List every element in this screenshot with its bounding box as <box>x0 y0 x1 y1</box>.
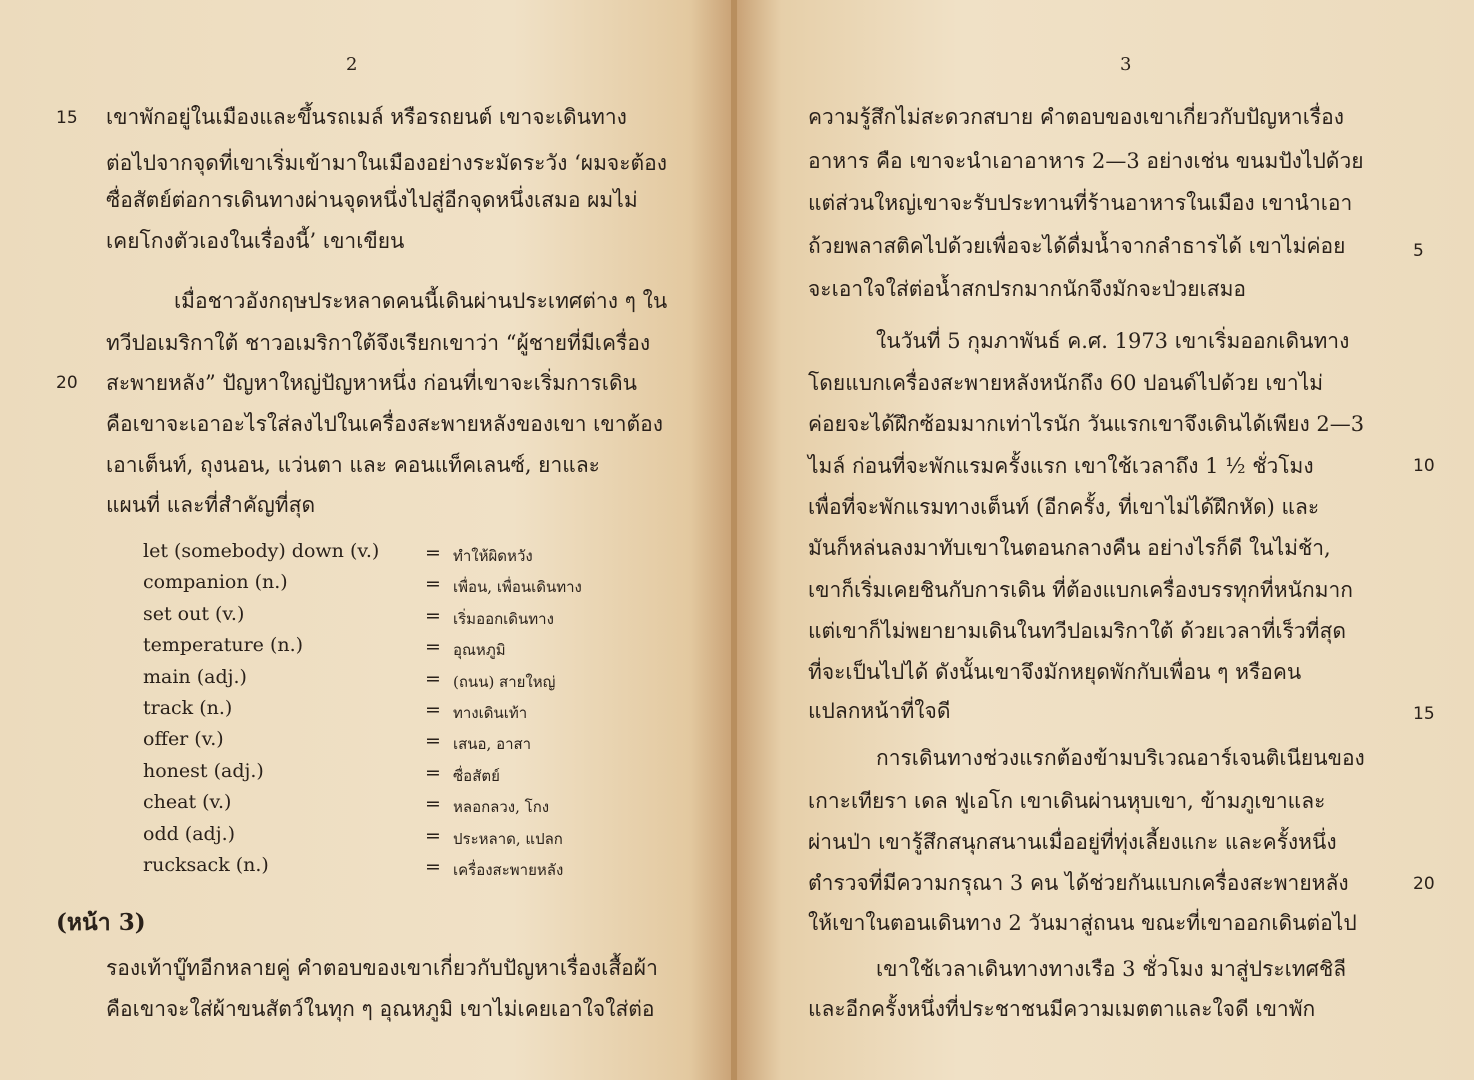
vocab-term: track (n.) <box>143 696 233 719</box>
vocab-term: odd (adj.) <box>143 822 236 845</box>
text-line: ทวีปอเมริกาใต้ ชาวอเมริกาใต้จึงเรียกเขาว่า “ผู้ชายที่มีเครื่อง <box>106 331 651 355</box>
text-line: สะพายหลัง” ปัญหาใหญ่ปัญหาหนึ่ง ก่อนที่เขาจะเริ่มการเดิน <box>106 371 637 395</box>
vocab-row <box>143 823 643 854</box>
vocabulary-list <box>143 540 643 885</box>
text-line: จะเอาใจใส่ต่อน้ำสกปรกมากนักจึงมักจะป่วยเสมอ <box>808 277 1247 301</box>
vocab-equals: = <box>425 793 441 816</box>
vocab-equals: = <box>425 573 441 596</box>
text-line: มันก็หล่นลงมาทับเขาในตอนกลางคืน อย่างไรก็ดี ในไม่ช้า, <box>808 536 1331 560</box>
text-line: ต่อไปจากจุดที่เขาเริ่มเข้ามาในเมืองอย่างระมัดระวัง ‘ผมจะต้อง <box>106 151 668 175</box>
text-line: ค่อยจะได้ฝึกซ้อมมากเท่าไรนัก วันแรกเขาจึงเดินได้เพียง 2—3 <box>808 412 1365 436</box>
vocab-equals: = <box>425 636 441 659</box>
text-line: ความรู้สึกไม่สะดวกสบาย คำตอบของเขาเกี่ยวกับปัญหาเรื่อง <box>808 105 1345 129</box>
text-line: เขาก็เริ่มเคยชินกับการเดิน ที่ต้องแบกเครื่องบรรทุกที่หนักมาก <box>808 578 1354 602</box>
line-number: 20 <box>1413 874 1435 894</box>
text-line: เคยโกงตัวเองในเรื่องนี้’ เขาเขียน <box>106 229 405 253</box>
text-line: แต่เขาก็ไม่พยายามเดินในทวีปอเมริกาใต้ ด้วยเวลาที่เร็วที่สุด <box>808 619 1346 643</box>
text-line: แผนที่ และที่สำคัญที่สุด <box>106 493 316 517</box>
vocab-equals: = <box>425 698 441 721</box>
vocab-equals: = <box>425 542 441 564</box>
vocab-row <box>143 603 643 634</box>
text-line: ที่จะเป็นไปได้ ดังนั้นเขาจึงมักหยุดพักกับเพื่อน ๆ หรือคน <box>808 660 1302 684</box>
text-line: อาหาร คือ เขาจะนำเอาอาหาร 2—3 อย่างเช่น ขนมปังไปด้วย <box>808 149 1364 173</box>
vocab-term: set out (v.) <box>143 602 245 625</box>
vocab-row <box>143 791 643 822</box>
vocab-equals: = <box>425 824 441 847</box>
vocab-term: cheat (v.) <box>143 791 232 814</box>
vocab-row <box>143 728 643 759</box>
text-line: และอีกครั้งหนึ่งที่ประชาชนมีความเมตตาและใจดี เขาพัก <box>808 997 1316 1021</box>
vocab-meaning: หลอกลวง, โกง <box>453 798 550 817</box>
vocab-term: honest (adj.) <box>143 759 264 782</box>
vocab-term: offer (v.) <box>143 728 224 751</box>
text-line: การเดินทางช่วงแรกต้องข้ามบริเวณอาร์เจนติเนียนของ <box>876 746 1365 770</box>
vocab-equals: = <box>425 761 441 784</box>
vocab-row <box>143 854 643 885</box>
text-line: รองเท้าบู๊ทอีกหลายคู่ คำตอบของเขาเกี่ยวกับปัญหาเรื่องเสื้อผ้า <box>106 956 658 980</box>
vocab-equals: = <box>425 855 441 878</box>
text-line: ให้เขาในตอนเดินทาง 2 วันมาสู่ถนน ขณะที่เขาออกเดินต่อไป <box>808 911 1357 935</box>
vocab-meaning: เครื่องสะพายหลัง <box>453 860 564 879</box>
line-number: 5 <box>1413 241 1424 261</box>
vocab-meaning: เพื่อน, เพื่อนเดินทาง <box>453 578 582 597</box>
page-number: 3 <box>1120 54 1132 75</box>
vocab-term: rucksack (n.) <box>143 853 269 876</box>
vocab-row <box>143 571 643 602</box>
vocab-term: temperature (n.) <box>143 634 304 657</box>
text-line: ผ่านป่า เขารู้สึกสนุกสนานเมื่ออยู่ที่ทุ่งเลี้ยงแกะ และครั้งหนึ่ง <box>808 830 1337 854</box>
text-line: เอาเต็นท์, ถุงนอน, แว่นตา และ คอนแท็คเลนซ์, ยาและ <box>106 453 600 477</box>
text-line: ถ้วยพลาสติคไปด้วยเพื่อจะได้ดื่มน้ำจากลำธารได้ เขาไม่ค่อย <box>808 234 1346 258</box>
text-line: เพื่อที่จะพักแรมทางเต็นท์ (อีกครั้ง, ที่เขาไม่ได้ฝึกหัด) และ <box>808 495 1320 519</box>
page-number: 2 <box>346 54 358 75</box>
text-line: เขาพักอยู่ในเมืองและขึ้นรถเมล์ หรือรถยนต์ เขาจะเดินทาง <box>106 105 627 129</box>
vocab-meaning: ประหลาด, แปลก <box>453 829 563 848</box>
text-line: เขาใช้เวลาเดินทางทางเรือ 3 ชั่วโมง มาสู่ประเทศชิลี <box>876 957 1347 981</box>
vocab-meaning: เสนอ, อาสา <box>453 735 532 754</box>
vocab-equals: = <box>425 730 441 753</box>
left-page <box>0 0 733 1080</box>
text-line: ตำรวจที่มีความกรุณา 3 คน ได้ช่วยกันแบกเครื่องสะพายหลัง <box>808 871 1349 895</box>
text-line: เกาะเทียรา เดล ฟูเอโก เขาเดินผ่านหุบเขา, ข้ามภูเขาและ <box>808 789 1326 813</box>
vocab-meaning: ทางเดินเท้า <box>453 703 528 722</box>
line-number: 15 <box>1413 704 1435 724</box>
vocab-equals: = <box>425 604 441 627</box>
vocab-meaning: ทำให้ผิดหวัง <box>453 547 533 565</box>
vocab-term: companion (n.) <box>143 571 288 594</box>
text-line: คือเขาจะเอาอะไรใส่ลงไปในเครื่องสะพายหลังของเขา เขาต้อง <box>106 412 664 436</box>
vocab-row <box>143 540 643 571</box>
line-number: 20 <box>56 373 78 393</box>
vocab-term: main (adj.) <box>143 665 247 688</box>
vocab-meaning: เริ่มออกเดินทาง <box>453 609 554 628</box>
text-line: ซื่อสัตย์ต่อการเดินทางผ่านจุดหนึ่งไปสู่อีกจุดหนึ่งเสมอ ผมไม่ <box>106 188 638 212</box>
line-number: 15 <box>56 108 78 128</box>
text-line: เมื่อชาวอังกฤษประหลาดคนนี้เดินผ่านประเทศต่าง ๆ ใน <box>174 289 668 313</box>
vocab-term: let (somebody) down (v.) <box>143 540 380 562</box>
text-line: ไมล์ ก่อนที่จะพักแรมครั้งแรก เขาใช้เวลาถึง 1 ½ ชั่วโมง <box>808 454 1314 478</box>
vocab-row <box>143 697 643 728</box>
section-heading: (หน้า 3) <box>56 909 146 936</box>
vocab-row <box>143 666 643 697</box>
vocab-meaning: (ถนน) สายใหญ่ <box>453 672 556 691</box>
right-page <box>737 0 1474 1080</box>
text-line: ในวันที่ 5 กุมภาพันธ์ ค.ศ. 1973 เขาเริ่มออกเดินทาง <box>876 329 1350 353</box>
text-line: แต่ส่วนใหญ่เขาจะรับประทานที่ร้านอาหารในเมือง เขานำเอา <box>808 191 1353 215</box>
vocab-row <box>143 634 643 665</box>
vocab-equals: = <box>425 667 441 690</box>
text-line: คือเขาจะใส่ผ้าขนสัตว์ในทุก ๆ อุณหภูมิ เขาไม่เคยเอาใจใส่ต่อ <box>106 997 655 1021</box>
vocab-meaning: ซื่อสัตย์ <box>453 766 500 785</box>
line-number: 10 <box>1413 456 1435 476</box>
vocab-meaning: อุณหภูมิ <box>453 641 506 660</box>
text-line: แปลกหน้าที่ใจดี <box>808 699 951 723</box>
text-line: โดยแบกเครื่องสะพายหลังหนักถึง 60 ปอนด์ไปด้วย เขาไม่ <box>808 371 1324 395</box>
vocab-row <box>143 760 643 791</box>
